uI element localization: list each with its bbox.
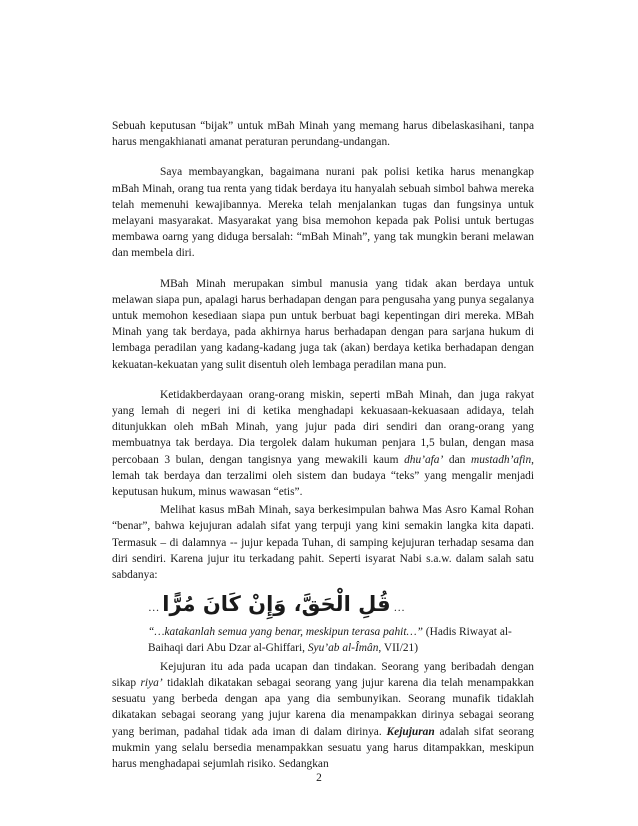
term-kejujuran: Kejujuran	[386, 725, 435, 738]
hadith-source-a: (Hadis Riwayat al-Baihaqi dari Abu Dzar al-Ghiffari,	[148, 626, 512, 655]
paragraph-4-text-b: dan	[443, 453, 472, 466]
paragraph-6	[112, 659, 534, 772]
paragraph-4	[112, 387, 534, 500]
hadith-dots-left: …	[148, 602, 160, 615]
hadith-translation-text: “…katakanlah semua yang benar, meskipun terasa pahit…”	[148, 626, 423, 639]
term-riya: riya’	[140, 676, 163, 689]
paragraph-1: Sebuah keputusan “bijak” untuk mBah Minah yang memang harus dibelaskasihani, tanpa harus mengakhianati amanat peraturan perundang-undangan.	[112, 120, 534, 149]
hadith-dots-right: …	[393, 602, 405, 615]
term-mustadhafin: mustadh’afin	[471, 453, 532, 466]
page-body	[112, 118, 534, 772]
hadith-arabic-line	[148, 592, 534, 620]
hadith-source-b: , VII/21)	[378, 642, 419, 655]
paragraph-2: Saya membayangkan, bagaimana nurani pak polisi ketika harus menangkap mBah Minah, orang tua renta yang tidak berdaya itu hanyalah sebuah simbol bahwa mereka telah memenuhi kewajibannya. Mereka telah menjalankan tugas dan fungsinya untuk melayani masyarakat. Masyarakat yang bisa memohon kepada pak Polisi untuk bertugas membawa oarng yang diduga bersalah: “mBah Minah”, yang tak mungkin berani melawan dan membela diri.	[112, 166, 534, 260]
hadith-translation	[148, 624, 534, 656]
hadith-source-book: Syu’ab al-Îmân	[307, 642, 379, 655]
paragraph-4-text-a: Ketidakberdayaan orang-orang miskin, seperti mBah Minah, dan juga rakyat yang lemah di negeri ini di ketika menghadapi kekuasaan-kekuasaan adidaya, telah ditunjukkan oleh mBah Minah, yang jujur pada diri sendiri dan orang-orang yang membuatnya tak berdaya. Dia tergolek dalam hukuman penjara 1,5 bulan, dengan masa percobaan 3 bulan, dengan tangisnya yang mewakili kaum	[112, 388, 534, 466]
paragraph-4-text-c: , lemah tak berdaya dan terzalimi oleh sistem dan budaya “teks” yang mengalir menjadi keputusan hukum, minus wawasan “etis”.	[112, 453, 534, 499]
page-number: 2	[316, 772, 322, 784]
hadith-arabic-text: قُلِ الْحَقَّ، وَإِنْ كَانَ مُرًّا	[162, 592, 391, 617]
paragraph-5: Melihat kasus mBah Minah, saya berkesimpulan bahwa Mas Asro Kamal Rohan “benar”, bahwa kejujuran adalah sifat yang terpuji yang kini semakin langka kita dapati. Termasuk – di dalamnya -- jujur kepada Tuhan, di samping kejujuran terhadap sesama dan diri sendiri. Karena jujur itu terkadang pahit. Seperti isyarat Nabi s.a.w. dalam salah satu sabdanya:	[112, 504, 534, 582]
paragraph-6-text-b: tidaklah dikatakan sebagai seorang yang jujur karena dia telah menampakkan sesuatu yang berbeda dengan apa yang dia sembunyikan. Seorang munafik tidaklah dikatakan sebagai seorang yang jujur karena dia menampakkan dirinya sebagai seorang yang beriman, padahal tidak ada iman di dalam dirinya.	[112, 676, 534, 738]
paragraph-6-text-c: adalah sifat seorang mukmin yang selalu bersedia menampakkan sesuatu yang harus ditampakkan, meskipun harus menghadapai sejumlah risiko. Sedangkan	[112, 725, 534, 770]
paragraph-3: MBah Minah merupakan simbul manusia yang tidak akan berdaya untuk melawan siapa pun, apalagi harus berhadapan dengan para pengusaha yang punya segalanya untuk memohon kesediaan siapa pun untuk berbuat bagi kepentingan diri mereka. MBah Minah yang tak berdaya, pada akhirnya harus berhadapan dengan para sarjana hukum di lembaga peradilan yang kadang-kadang juga tak (akan) berdaya ketika berhadapan dengan kekuatan-kekuatan yang sulit disentuh oleh lembaga peradilan mana pun.	[112, 277, 534, 371]
paragraph-6-text-a: Kejujuran itu ada pada ucapan dan tindakan. Seorang yang beribadah dengan sikap	[112, 660, 534, 689]
term-dhuafa: dhu’afa’	[404, 453, 444, 466]
